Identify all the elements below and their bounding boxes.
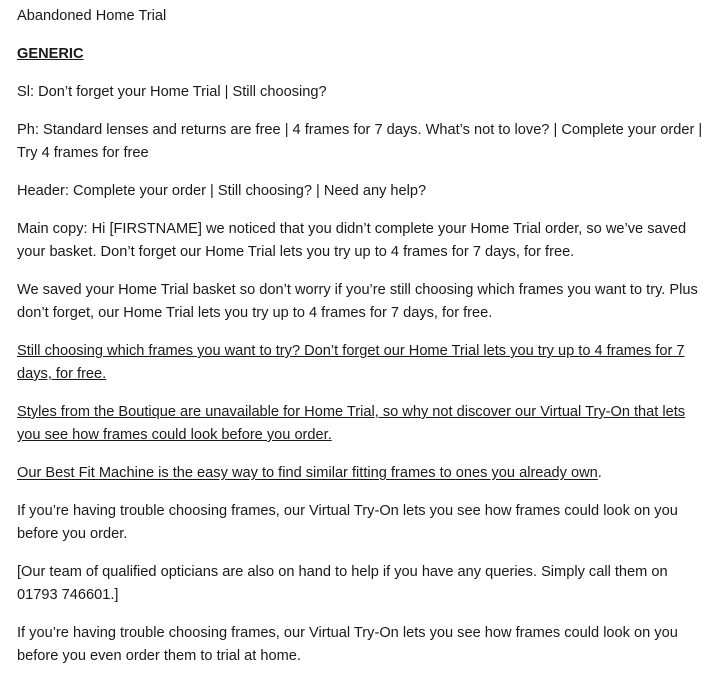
section-heading-generic: GENERIC: [17, 46, 84, 62]
document-title: Abandoned Home Trial: [17, 8, 167, 24]
main-copy-paragraph: Main copy: Hi [FIRSTNAME] we noticed that you didn’t complete your Home Trial order, so we’ve saved your basket. Don’t forget our Home Trial lets you try up to 4 frames for 7 days, for free.: [17, 221, 687, 260]
best-fit-text-5: own: [566, 465, 598, 481]
document-body: [17, 5, 707, 668]
trouble-choosing-paragraph-2: If you’re having trouble choosing frames, our Virtual Try-On lets you see how frames could look on you before you even order them to trial at home.: [17, 625, 678, 664]
best-fit-paragraph: [17, 462, 707, 485]
best-fit-text-1: Our Best Fit Machine is: [17, 465, 173, 481]
grammar-flag-ones-you-already: ones you already: [455, 465, 567, 481]
best-fit-text-3: way to find similar fitting frames to: [227, 465, 456, 481]
header-paragraph: Header: Complete your order | Still choosing? | Need any help?: [17, 183, 427, 199]
still-choosing-paragraph: Still choosing which frames you want to try? Don’t forget our Home Trial lets you try up to 4 frames for 7 days, for free.: [17, 343, 685, 382]
opticians-paragraph: [Our team of qualified opticians are also on hand to help if you have any queries. Simply call them on 01793 746601.]: [17, 564, 668, 603]
spelling-flag-the-easy: the easy: [172, 465, 228, 481]
trouble-choosing-paragraph-1: If you’re having trouble choosing frames, our Virtual Try-On lets you see how frames could look on you before you order.: [17, 503, 678, 542]
best-fit-text-6: .: [597, 465, 602, 481]
saved-basket-paragraph: We saved your Home Trial basket so don’t worry if you’re still choosing which frames you want to try. Plus don’t forget, our Home Trial lets you try up to 4 frames for 7 days, for free.: [17, 282, 698, 321]
subject-line-paragraph: Sl: Don’t forget your Home Trial | Still choosing?: [17, 84, 327, 100]
preheader-paragraph: Ph: Standard lenses and returns are free | 4 frames for 7 days. What’s not to love? | Complete your order | Try 4 frames for free: [17, 122, 703, 161]
boutique-paragraph: Styles from the Boutique are unavailable for Home Trial, so why not discover our Virtual Try-On that lets you see how frames could look before you order.: [17, 404, 686, 443]
